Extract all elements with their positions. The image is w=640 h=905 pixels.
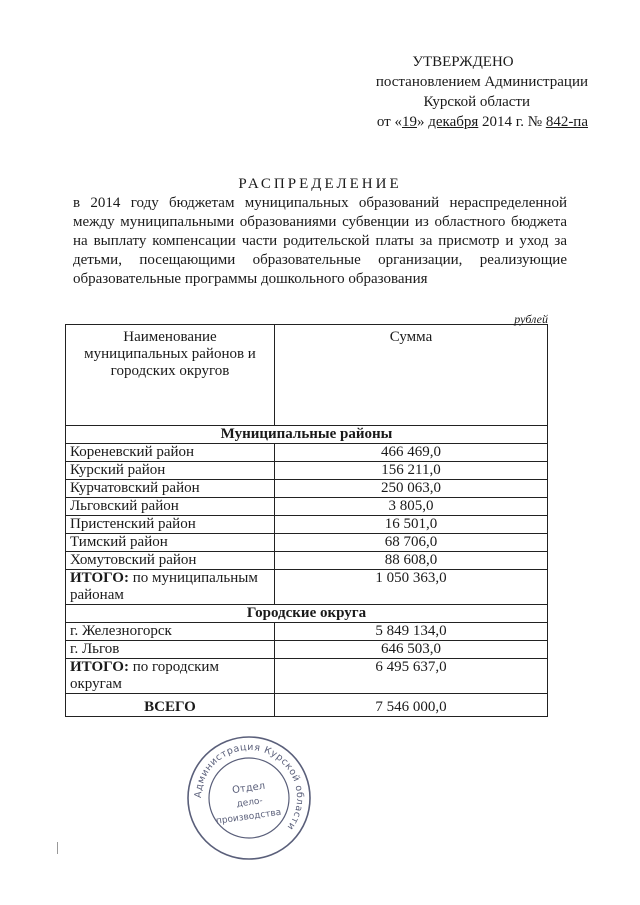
table-row <box>66 534 548 552</box>
total-sum-municipal: 1 050 363,0 <box>275 570 548 605</box>
seal-center-line2: дело- <box>235 796 264 810</box>
header-name-cell: Наименование муниципальных районов и городских округов <box>66 325 275 426</box>
distribution-table <box>65 324 548 717</box>
approval-day: 19 <box>401 114 417 130</box>
row-sum: 466 469,0 <box>275 444 548 462</box>
row-sum: 646 503,0 <box>275 641 548 659</box>
seal-center-line3: производства <box>215 807 282 827</box>
row-sum: 88 608,0 <box>275 552 548 570</box>
seal-ring-text: Администрация Курской области <box>192 741 306 833</box>
total-label-city <box>66 659 275 694</box>
approval-number: 842-па <box>545 114 588 130</box>
total-label-municipal <box>66 570 275 605</box>
row-sum: 16 501,0 <box>275 516 548 534</box>
row-name: Тимский район <box>66 534 275 552</box>
row-name: г. Льгов <box>66 641 275 659</box>
table-row <box>66 516 548 534</box>
grand-total-sum: 7 546 000,0 <box>275 694 548 717</box>
approval-line2: постановлением Администрации <box>375 74 588 90</box>
table-row <box>66 498 548 516</box>
row-name: Хомутовский район <box>66 552 275 570</box>
total-text-city: по городским округам <box>70 659 219 692</box>
table-row <box>66 623 548 641</box>
approval-date-mid: » <box>416 114 429 130</box>
row-name: Курский район <box>66 462 275 480</box>
row-sum: 68 706,0 <box>275 534 548 552</box>
total-bold-municipal: ИТОГО: <box>70 570 129 586</box>
row-sum: 5 849 134,0 <box>275 623 548 641</box>
row-name: г. Железногорск <box>66 623 275 641</box>
table-row <box>66 444 548 462</box>
document-title: РАСПРЕДЕЛЕНИЕ <box>238 176 402 192</box>
seal-center-line1: Отдел <box>231 780 266 797</box>
total-sum-city: 6 495 637,0 <box>275 659 548 694</box>
section-title-municipal: Муниципальные районы <box>66 426 548 444</box>
row-sum: 3 805,0 <box>275 498 548 516</box>
table-row <box>66 480 548 498</box>
row-sum: 156 211,0 <box>275 462 548 480</box>
row-name: Пристенский район <box>66 516 275 534</box>
approval-block <box>298 52 588 132</box>
table-row <box>66 462 548 480</box>
official-seal-stamp <box>186 735 312 861</box>
table-row <box>66 552 548 570</box>
approval-date-line <box>298 112 588 132</box>
section-row-city <box>66 605 548 623</box>
approval-line3: Курской области <box>423 94 530 110</box>
grand-total-label: ВСЕГО <box>66 694 275 717</box>
table-row <box>66 641 548 659</box>
units-label: рублей <box>514 312 548 326</box>
approval-month: декабря <box>428 114 479 130</box>
approval-title: УТВЕРЖДЕНО <box>412 54 514 70</box>
section-row-municipal <box>66 426 548 444</box>
approval-date-prefix: от « <box>376 114 402 130</box>
row-name: Кореневский район <box>66 444 275 462</box>
scan-margin-mark <box>57 842 58 854</box>
header-sum-cell: Сумма <box>275 325 548 426</box>
total-row-city <box>66 659 548 694</box>
row-name: Курчатовский район <box>66 480 275 498</box>
total-row-municipal <box>66 570 548 605</box>
approval-year: 2014 г. № <box>478 114 543 130</box>
grand-total-row <box>66 694 548 717</box>
table-header-row <box>66 325 548 426</box>
document-subtitle: в 2014 году бюджетам муниципальных образований нераспределенной между муниципальными образованиями субвенции из областного бюджета на выплату компенсации части родительской платы за присмотр и уход за детьми, посещающими образовательные организации, реализующие образовательные программы дошкольного образования <box>73 195 567 287</box>
total-bold-city: ИТОГО: <box>70 659 129 675</box>
section-title-city: Городские округа <box>66 605 548 623</box>
total-text-municipal: по муниципальным районам <box>70 570 258 603</box>
row-sum: 250 063,0 <box>275 480 548 498</box>
row-name: Льговский район <box>66 498 275 516</box>
